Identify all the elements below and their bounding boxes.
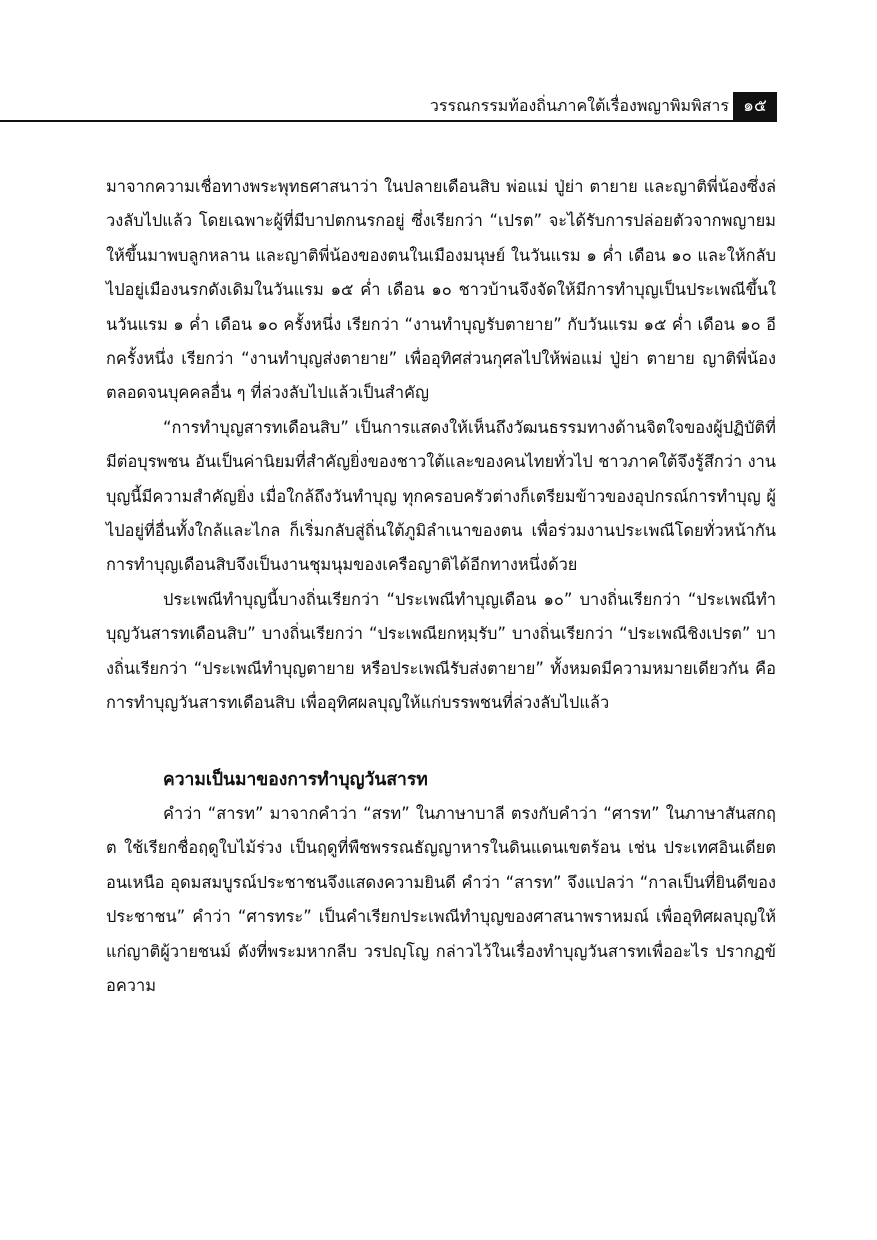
page-body <box>106 170 776 1003</box>
header-rule <box>0 120 777 122</box>
paragraph-cultural-meaning: “การทำบุญสารทเดือนสิบ” เป็นการแสดงให้เห็นถึงวัฒนธรรมทางด้านจิตใจของผู้ปฏิบัติที่มีต่อบุรพชน อันเป็นค่านิยมที่สำคัญยิ่งของชาวใต้และของคนไทยทั่วไป ชาวภาคใต้จึงรู้สึกว่า งานบุญนี้มีความสำคัญยิ่ง เมื่อใกล้ถึงวันทำบุญ ทุกครอบครัวต่างก็เตรียมข้าวของอุปกรณ์การทำบุญ ผู้ไปอยู่ที่อื่นทั้งใกล้และไกล ก็เริ่มกลับสู่ถิ่นใต้ภูมิลำเนาของตน เพื่อร่วมงานประเพณีโดยทั่วหน้ากัน การทำบุญเดือนสิบจึงเป็นงานชุมนุมของเครือญาติได้อีกทางหนึ่งด้วย <box>106 417 776 575</box>
page-number-badge: ๑๕ <box>733 92 777 120</box>
paragraph-local-names: ประเพณีทำบุญนี้บางถิ่นเรียกว่า “ประเพณีทำบุญเดือน ๑๐” บางถิ่นเรียกว่า “ประเพณีทำบุญวันสารทเดือนสิบ” บางถิ่นเรียกว่า “ประเพณียกหฺมฺรับ” บางถิ่นเรียกว่า “ประเพณีชิงเปรต” บางถิ่นเรียกว่า “ประเพณีทำบุญตายาย หรือประเพณีรับส่งตายาย” ทั้งหมดมีความหมายเดียวกัน คือ การทำบุญวันสารทเดือนสิบ เพื่ออุทิศผลบุญให้แก่บรรพชนที่ล่วงลับไปแล้ว <box>106 589 776 713</box>
running-title: วรรณกรรมท้องถิ่นภาคใต้เรื่องพญาพิมพิสาร <box>429 96 729 115</box>
paragraph-origin-belief: มาจากความเชื่อทางพระพุทธศาสนาว่า ในปลายเดือนสิบ พ่อแม่ ปู่ย่า ตายาย และญาติพี่น้องซึ่งล่วงลับไปแล้ว โดยเฉพาะผู้ที่มีบาปตกนรกอยู่ ซึ่งเรียกว่า “เปรต” จะได้รับการปล่อยตัวจากพญายมให้ขึ้นมาพบลูกหลาน และญาติพี่น้องของตนในเมืองมนุษย์ ในวันแรม ๑ ค่ำ เดือน ๑๐ และให้กลับไปอยู่เมืองนรกดังเดิมในวันแรม ๑๕ ค่ำ เดือน ๑๐ ชาวบ้านจึงจัดให้มีการทำบุญเป็นประเพณีขึ้นในวันแรม ๑ ค่ำ เดือน ๑๐ ครั้งหนึ่ง เรียกว่า “งานทำบุญรับตายาย” กับวันแรม ๑๕ ค่ำ เดือน ๑๐ อีกครั้งหนึ่ง เรียกว่า “งานทำบุญส่งตายาย” เพื่ออุทิศส่วนกุศลไปให้พ่อแม่ ปู่ย่า ตายาย ญาติพี่น้อง ตลอดจนบุคคลอื่น ๆ ที่ล่วงลับไปแล้วเป็นสำคัญ <box>106 177 776 403</box>
section-heading: ความเป็นมาของการทำบุญวันสารท <box>163 769 428 790</box>
running-header <box>0 92 777 122</box>
paragraph-etymology: คำว่า “สารท” มาจากคำว่า “สรท” ในภาษาบาลี ตรงกับคำว่า “ศารท” ในภาษาสันสกฤต ใช้เรียกชื่อฤดูใบไม้ร่วง เป็นฤดูที่พืชพรรณธัญญาหารในดินแดนเขตร้อน เช่น ประเทศอินเดียตอนเหนือ อุดมสมบูรณ์ประชาชนจึงแสดงความยินดี คำว่า “สารท” จึงแปลว่า “กาลเป็นที่ยินดีของประชาชน” คำว่า “ศารทระ” เป็นคำเรียกประเพณีทำบุญของศาสนาพราหมณ์ เพื่ออุทิศผลบุญให้แก่ญาติผู้วายชนม์ ดังที่พระมหากลีบ วรปญฺโญ กล่าวไว้ในเรื่องทำบุญวันสารทเพื่ออะไร ปรากฏข้อความ <box>106 803 776 995</box>
